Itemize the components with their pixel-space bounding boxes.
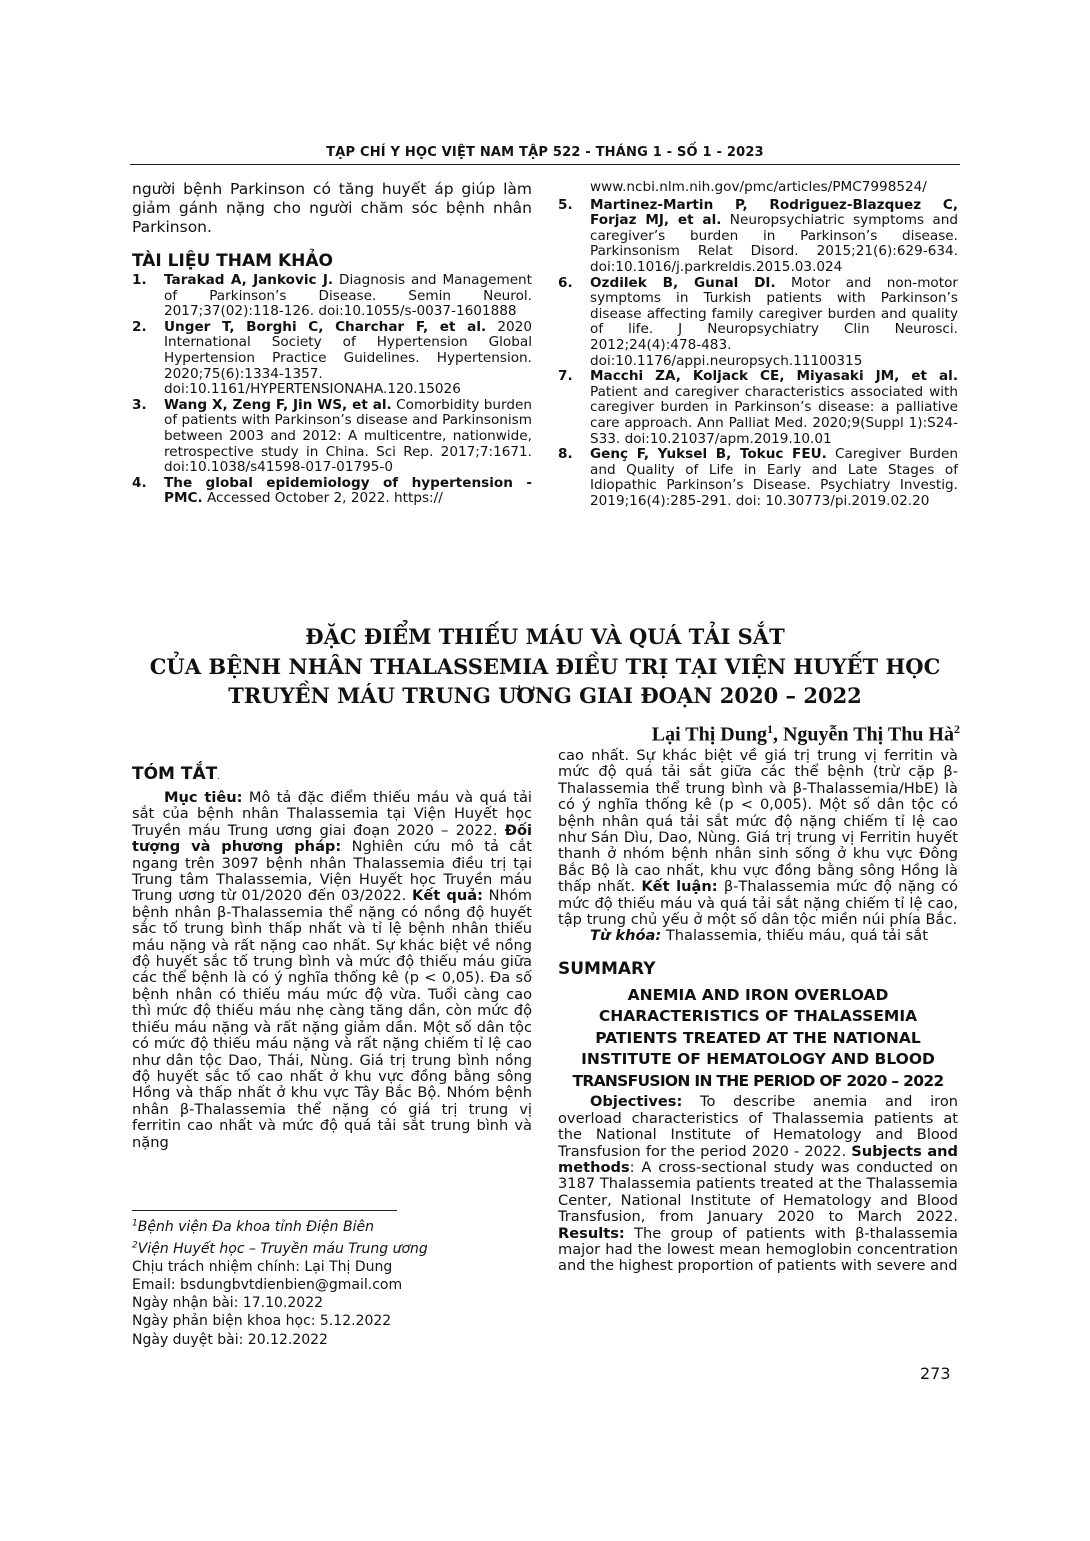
article-title-line: ĐẶC ĐIỂM THIẾU MÁU VÀ QUÁ TẢI SẮT — [305, 624, 785, 649]
reference-text: 2020 International Society of Hypertension Global Hypertension Practice Guidelines. Hypertension. 2020;75(6):1334-1357. doi:10.1161/HYPERTENSIONAHA.120.15026 — [164, 318, 533, 398]
reference-authors: Macchi ZA, Koljack CE, Miyasaki JM, et al. — [590, 368, 958, 385]
abstract-right-column — [558, 748, 958, 1275]
abstract-vi-continuation: cao nhất. Sự khác biệt về giá trị trung vị ferritin và mức độ quá tải sắt giữa các thể bệnh (trừ cặp β-Thalassemia thể trung bình và β-Thalassemia/HbE) là có ý nghĩa thống kê (p < 0,005). Một số dân tộc có bệnh nhân quá tải sắt mức độ nặng chiếm tỉ lệ cao như Sán Dìu, Dao, Nùng. Giá trị trung vị Ferritin huyết thanh ở nhóm bệnh nhân sinh sống ở khu vực Đông Bắc Bộ là cao nhất, khu vực đồng bằng sông Hồng là thấp nhất. Kết luận: β-Thalassemia mức độ nặng có mức độ thiếu máu và quá tải sắt nặng chiếm tỉ lệ cao, tập trung chủ yếu ở một số dân tộc miền núi phía Bắc. — [558, 747, 958, 929]
summary-heading: SUMMARY — [558, 958, 656, 979]
reference-authors: Genç F, Yuksel B, Tokuc FEU. — [590, 446, 827, 463]
author-name: Nguyễn Thị Thu Hà — [782, 723, 954, 746]
author-affiliation-mark: 1 — [766, 722, 773, 736]
article-title-line: TRUYỀN MÁU TRUNG ƯƠNG GIAI ĐOẠN 2020 – 2022 — [228, 683, 862, 708]
reference-text: Motor and non-motor symptoms in Turkish patients with Parkinson’s disease affecting family caregiver burden and quality of life. J Neuropsychiatry Clin Neurosci. 2012;24(4):478-483. doi:10.1176/appi.neuropsych.11100315 — [590, 274, 958, 369]
reference-text: Diagnosis and Management of Parkinson’s Disease. Semin Neurol. 2017;37(02):118-126. doi:10.1055/s-0037-1601888 — [164, 272, 532, 320]
footnote-rule — [132, 1210, 397, 1211]
reference-item: 7. Macchi ZA, Koljack CE, Miyasaki JM, et al. Patient and caregiver characteristics associated with caregiver burden in Parkinson’s disease: a palliative care approach. Ann Palliat Med. 2020;9(Suppl 1):S24-S33. doi:10.21037/apm.2019.10.01 — [558, 368, 958, 447]
email: Email: bsdungbvtdienbien@gmail.com — [132, 1276, 403, 1293]
reference-item: 1. Tarakad A, Jankovic J. Diagnosis and Management of Parkinson’s Disease. Semin Neurol. 2017;37(02):118-126. doi:10.1055/s-0037-1601888 — [132, 272, 532, 320]
reference-authors: Tarakad A, Jankovic J. — [164, 272, 334, 288]
reference-authors: Wang X, Zeng F, Jin WS, et al. — [164, 396, 392, 413]
reference-text: Neuropsychiatric symptoms and caregiver’s burden in Parkinson’s disease. Parkinsonism Relat Disord. 2015;21(6):629-634. doi:10.1016/j.parkreldis.2015.03.024 — [590, 212, 959, 275]
header-rule — [130, 164, 960, 165]
reference-text: Comorbidity burden of patients with Parkinson’s disease and Parkinsonism between 2003 and 2012: A multicentre, nationwide, retrospective study in China. Sci Rep. 2017;7:1671. doi:10.1038/s41598-017-01795-0 — [164, 396, 532, 476]
author-affiliation-mark: 2 — [954, 722, 960, 736]
page-number: 273 — [920, 1364, 951, 1383]
reference-item: 2. Unger T, Borghi C, Charchar F, et al. 2020 International Society of Hypertension Global Hypertension Practice Guidelines. Hypertension. 2020;75(6):1334-1357. doi:10.1161/HYPERTENSIONAHA.120.15026 — [132, 318, 533, 398]
reference-item: 3. Wang X, Zeng F, Jin WS, et al. Comorbidity burden of patients with Parkinson’s disease and Parkinsonism between 2003 and 2012: A multicentre, nationwide, retrospective study in China. Sci Rep. 2017;7:1671. doi:10.1038/s41598-017-01795-0 — [132, 396, 532, 476]
abstract-vi-heading: TÓM TẮT. — [132, 764, 221, 784]
reference-authors: Unger T, Borghi C, Charchar F, et al. — [164, 318, 487, 335]
received-date: Ngày nhận bài: 17.10.2022 — [132, 1295, 324, 1312]
abstract-en-body: Objectives: To describe anemia and iron overload characteristics of Thalassemia patients at the National Institute of Hematology and Blood Transfusion for the period 2020 - 2022. Subjects and methods: A cross-sectional study was conducted on 3187 Thalassemia patients treated at the Thalassemia Center, National Institute of Hematology and Blood Transfusion, from January 2020 to March 2022. Results: The group of patients with β-thalassemia major had the lowest mean hemoglobin concentration and the highest proportion of patients with severe and — [558, 1093, 959, 1275]
top-right-column — [558, 180, 958, 509]
review-date: Ngày phản biện khoa học: 5.12.2022 — [132, 1313, 392, 1330]
reference-text: Patient and caregiver characteristics associated with caregiver burden in Parkinson’s disease: a palliative care approach. Ann Palliat Med. 2020;9(Suppl 1):S24-S33. doi:10.21037/apm.2019.10.01 — [590, 383, 958, 447]
author-name: Lại Thị Dung — [651, 723, 767, 746]
english-title: ANEMIA AND IRON OVERLOAD CHARACTERISTICS OF THALASSEMIA PATIENTS TREATED AT THE NATIONAL INSTITUTE OF HEMATOLOGY AND BLOOD TRANSFUSION IN THE PERIOD OF 2020 – 2022 — [572, 985, 944, 1090]
reference-item: 4. The global epidemiology of hypertension - PMC. Accessed October 2, 2022. https:// — [132, 474, 532, 507]
article-title — [120, 622, 970, 711]
affiliation-2: $^2$Viện Huyết học – Truyền máu Trung ương — [132, 1239, 428, 1257]
affiliation-1: $^1$Bệnh viện Đa khoa tỉnh Điện Biên — [132, 1218, 374, 1235]
reference-text: Caregiver Burden and Quality of Life in Early and Late Stages of Idiopathic Parkinson’s Disease. Psychiatry Investig. 2019;16(4):285-291. doi: 10.30773/pi.2019.02.20 — [590, 446, 959, 509]
closing-paragraph: người bệnh Parkinson có tăng huyết áp giúp làm giảm gánh nặng cho người chăm sóc bệnh nhân Parkinson. — [132, 180, 532, 236]
reference-list-right — [558, 198, 958, 510]
accepted-date: Ngày duyệt bài: 20.12.2022 — [132, 1331, 328, 1348]
author-line: Lại Thị Dung$^1$, Nguyễn Thị Thu $Hà^2$ — [651, 722, 960, 746]
reference-authors: The global epidemiology of hypertension - PMC. — [164, 474, 532, 507]
footnotes — [132, 1214, 532, 1349]
abstract-vi-column — [132, 760, 532, 1151]
reference-authors: Martinez-Martin P, Rodriguez-Blazquez C, Forjaz MJ, et al. — [590, 196, 958, 229]
reference-continuation: www.ncbi.nlm.nih.gov/pmc/articles/PMC7998524/ — [590, 179, 927, 195]
corresponding-author: Chịu trách nhiệm chính: Lại Thị Dung — [132, 1258, 393, 1275]
reference-item: 5. Martinez-Martin P, Rodriguez-Blazquez C, Forjaz MJ, et al. Neuropsychiatric symptoms and caregiver’s burden in Parkinson’s disease. Parkinsonism Relat Disord. 2015;21(6):629-634. doi:10.1016/j.parkreldis.2015.03.024 — [558, 196, 959, 275]
keywords: Từ khóa: Thalassemia, thiếu máu, quá tải sắt — [590, 927, 928, 945]
abstract-vi-body: Mục tiêu: Mô tả đặc điểm thiếu máu và quá tải sắt của bệnh nhân Thalassemia tại Viện Huyết học Truyền máu Trung ương giai đoạn 2020 – 2022. Đối tượng và phương pháp: Nghiên cứu mô tả cắt ngang trên 3097 bệnh nhân Thalassemia điều trị tại Trung tâm Thalassemia, Viện Huyết học Truyền máu Trung ương từ 01/2020 đến 03/2022. Kết quả: Nhóm bệnh nhân β-Thalassemia thể nặng có nồng độ huyết sắc tố trung bình thấp nhất và tỉ lệ bệnh nhân thiếu máu nặng và rất nặng cao nhất. Sự khác biệt về nồng độ huyết sắc tố trung bình và mức độ thiếu máu giữa các thể bệnh là có ý nghĩa thống kê (p < 0,05). Đa số bệnh nhân có thiếu máu mức độ vừa. Tuổi càng cao thì mức độ thiếu máu nhẹ càng tăng dần, còn mức độ thiếu máu nặng và rất nặng giảm dần. Một số dân tộc có mức độ thiếu máu nặng và rất nặng chiếm tỉ lệ cao như dân tộc Dao, Thái, Nùng. Giá trị trung bình nồng độ huyết sắc tố cao nhất ở khu vực đồng bằng sông Hồng và thấp nhất ở khu vực Tây Bắc Bộ. Nhóm bệnh nhân β-Thalassemia thể nặng có giá trị trung vị ferritin cao nhất và mức độ quá tải sắt trung bình và nặng — [132, 789, 532, 1151]
reference-text: Accessed October 2, 2022. https:// — [202, 490, 443, 507]
reference-item: 6. Ozdilek B, Gunal DI. Motor and non-motor symptoms in Turkish patients with Parkinson’s disease affecting family caregiver burden and quality of life. J Neuropsychiatry Clin Neurosci. 2012;24(4):478-483. doi:10.1176/appi.neuropsych.11100315 — [558, 274, 958, 369]
references-title: TÀI LIỆU THAM KHẢO — [132, 251, 333, 271]
top-left-column — [132, 180, 532, 507]
affiliation-mark: 1 — [132, 1218, 138, 1228]
running-header: TẠP CHÍ Y HỌC VIỆT NAM TẬP 522 - THÁNG 1 - SỐ 1 - 2023 — [326, 145, 764, 160]
reference-list-left — [132, 273, 532, 507]
reference-item: 8. Genç F, Yuksel B, Tokuc FEU. Caregiver Burden and Quality of Life in Early and Late Stages of Idiopathic Parkinson’s Disease. Psychiatry Investig. 2019;16(4):285-291. doi: 10.30773/pi.2019.02.20 — [558, 446, 959, 509]
reference-authors: Ozdilek B, Gunal DI. — [590, 274, 776, 291]
affiliation-mark: 2 — [132, 1239, 138, 1250]
article-title-line: CỦA BỆNH NHÂN THALASSEMIA ĐIỀU TRỊ TẠI VIỆN HUYẾT HỌC — [149, 653, 941, 679]
